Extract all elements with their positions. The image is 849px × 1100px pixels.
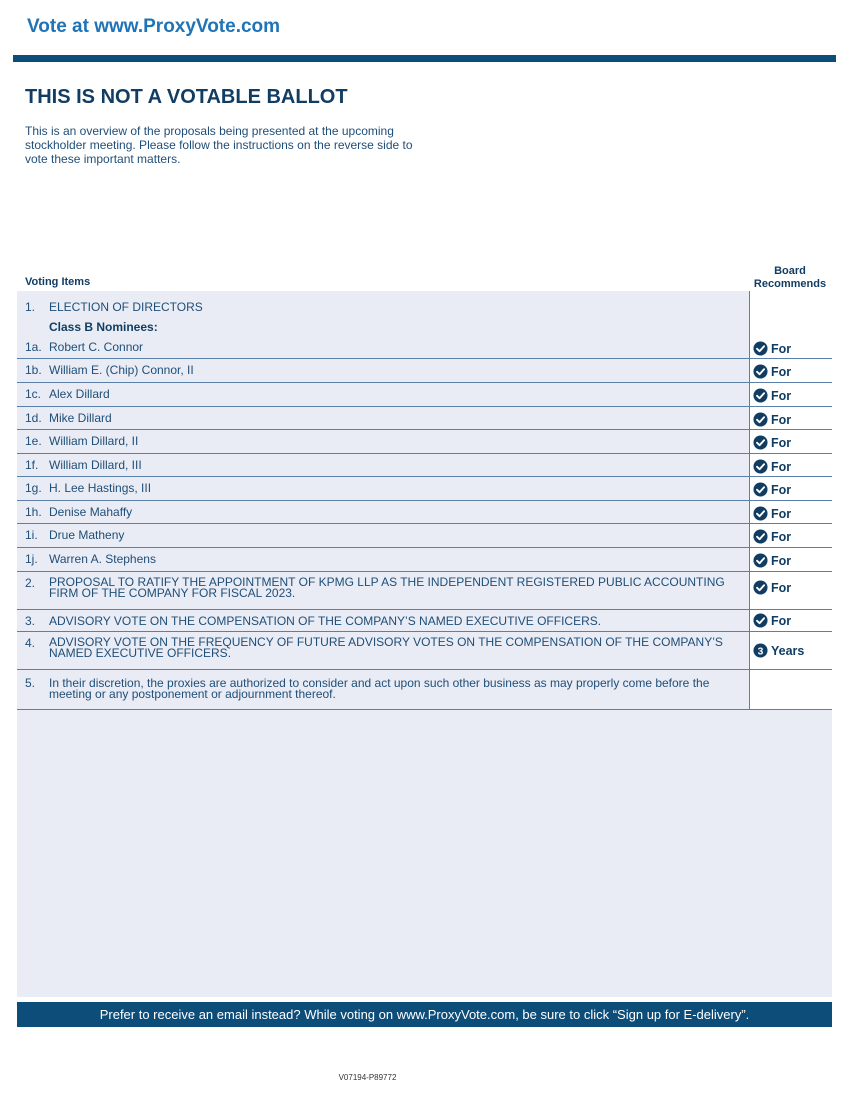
item-text: ELECTION OF DIRECTORS	[49, 300, 203, 314]
proposal-row-2	[17, 572, 832, 610]
nominee-name: William Dillard, II	[49, 434, 139, 448]
document-code: V07194-P89772	[338, 1073, 397, 1082]
recommendation-label: For	[771, 529, 792, 544]
recommendation-label: For	[771, 459, 792, 474]
check-circle-icon	[753, 553, 768, 568]
nominee-name: H. Lee Hastings, III	[49, 481, 152, 495]
item-number: 1.	[25, 300, 36, 314]
nominee-name: Alex Dillard	[49, 387, 110, 401]
board-recommendation	[753, 613, 791, 628]
check-circle-icon	[753, 482, 768, 497]
recommendation-label: For	[771, 364, 792, 379]
page-title: THIS IS NOT A VOTABLE BALLOT	[25, 86, 348, 108]
proxyvote-header-link[interactable]: Vote at www.ProxyVote.com	[27, 16, 281, 37]
item-text: In their discretion, the proxies are authorized to consider and act upon such other business as may properly come before the meeting or any postponement or adjournment thereof.	[49, 676, 710, 701]
recommendation-label: For	[771, 435, 792, 450]
check-circle-icon	[753, 613, 768, 628]
board-header-line2: Recommends	[753, 278, 827, 290]
nominee-name: William Dillard, III	[49, 458, 142, 472]
item-number: 1j.	[25, 552, 38, 566]
recommendation-label: For	[771, 388, 792, 403]
item-number: 1f.	[25, 458, 39, 472]
item-number: 5.	[25, 676, 36, 690]
board-recommendation	[753, 643, 804, 658]
nominee-row	[17, 477, 832, 501]
proposal-row-1	[17, 291, 832, 359]
board-recommendation	[753, 580, 791, 595]
recommendation-label: For	[771, 482, 792, 497]
check-circle-icon	[753, 459, 768, 474]
board-recommends-header	[750, 265, 830, 291]
nominee-name: Drue Matheny	[49, 528, 125, 542]
recommendation-label: For	[771, 580, 792, 595]
item-number: 1g.	[25, 481, 42, 495]
nominee-name: Warren A. Stephens	[49, 552, 156, 566]
intro-text: This is an overview of the proposals being presented at the upcoming stockholder meeting. Please follow the instructions on the reverse side to vote these important matters.	[25, 124, 413, 166]
nominee-name: Mike Dillard	[49, 411, 112, 425]
check-circle-icon	[753, 580, 768, 595]
item-text: PROPOSAL TO RATIFY THE APPOINTMENT OF KPMG LLP AS THE INDEPENDENT REGISTERED PUBLIC ACCOUNTING FIRM OF THE COMPANY FOR FISCAL 2023.	[49, 575, 725, 600]
nominees-heading: Class B Nominees:	[49, 320, 158, 334]
board-recommendation	[753, 364, 791, 379]
proposal-row-5	[17, 670, 832, 710]
recommendation-label: For	[771, 506, 792, 521]
nominee-row	[17, 454, 832, 477]
item-number: 1i.	[25, 528, 38, 542]
item-number: 1b.	[25, 363, 42, 377]
check-circle-icon	[753, 388, 768, 403]
recommendation-label: For	[771, 613, 792, 628]
board-recommendation	[753, 435, 791, 450]
check-circle-icon	[753, 435, 768, 450]
item-number: 2.	[25, 576, 36, 590]
nominee-row	[17, 524, 832, 548]
nominee-row	[17, 407, 832, 430]
recommendation-label: For	[771, 341, 792, 356]
frequency-number: 3	[757, 646, 764, 658]
nominee-row	[17, 501, 832, 524]
nominee-name: William E. (Chip) Connor, II	[49, 363, 194, 377]
item-number: 1d.	[25, 411, 42, 425]
nominee-row	[17, 430, 832, 454]
check-circle-icon	[753, 506, 768, 521]
proposal-row-4	[17, 632, 832, 670]
item-number: 3.	[25, 614, 36, 628]
recommendation-label: Years	[771, 643, 805, 658]
board-recommendation	[753, 341, 791, 356]
board-header-line1: Board	[774, 265, 806, 277]
recommendation-label: For	[771, 553, 792, 568]
nominee-row	[17, 359, 832, 383]
item-number: 4.	[25, 636, 36, 650]
voting-items-header: Voting Items	[25, 276, 91, 288]
recommendation-label: For	[771, 412, 792, 427]
board-recommendation	[753, 553, 791, 568]
check-circle-icon	[753, 364, 768, 379]
item-number: 1h.	[25, 505, 42, 519]
board-recommendation	[753, 506, 791, 521]
item-number: 1c.	[25, 387, 42, 401]
check-circle-icon	[753, 529, 768, 544]
e-delivery-banner: Prefer to receive an email instead? While voting on www.ProxyVote.com, be sure to click “Sign up for E-delivery”.	[17, 1002, 832, 1027]
nominee-name: Robert C. Connor	[49, 340, 144, 354]
header-rule	[13, 55, 836, 62]
board-recommendation	[753, 459, 791, 474]
nominee-row	[17, 383, 832, 407]
item-number: 1a.	[25, 340, 42, 354]
nominee-name: Denise Mahaffy	[49, 505, 133, 519]
proposal-row-3	[17, 610, 832, 632]
item-text: ADVISORY VOTE ON THE COMPENSATION OF THE COMPANY’S NAMED EXECUTIVE OFFICERS.	[49, 614, 602, 628]
number-circle-icon	[753, 643, 768, 658]
board-recommendation	[753, 388, 791, 403]
item-text: ADVISORY VOTE ON THE FREQUENCY OF FUTURE ADVISORY VOTES ON THE COMPENSATION OF THE COMPANY’S NAMED EXECUTIVE OFFICERS.	[49, 635, 723, 660]
nominee-row	[17, 548, 832, 572]
item-number: 1e.	[25, 434, 42, 448]
board-recommendation	[753, 529, 791, 544]
check-circle-icon	[753, 341, 768, 356]
check-circle-icon	[753, 412, 768, 427]
board-recommendation	[753, 412, 791, 427]
board-recommendation	[753, 482, 791, 497]
